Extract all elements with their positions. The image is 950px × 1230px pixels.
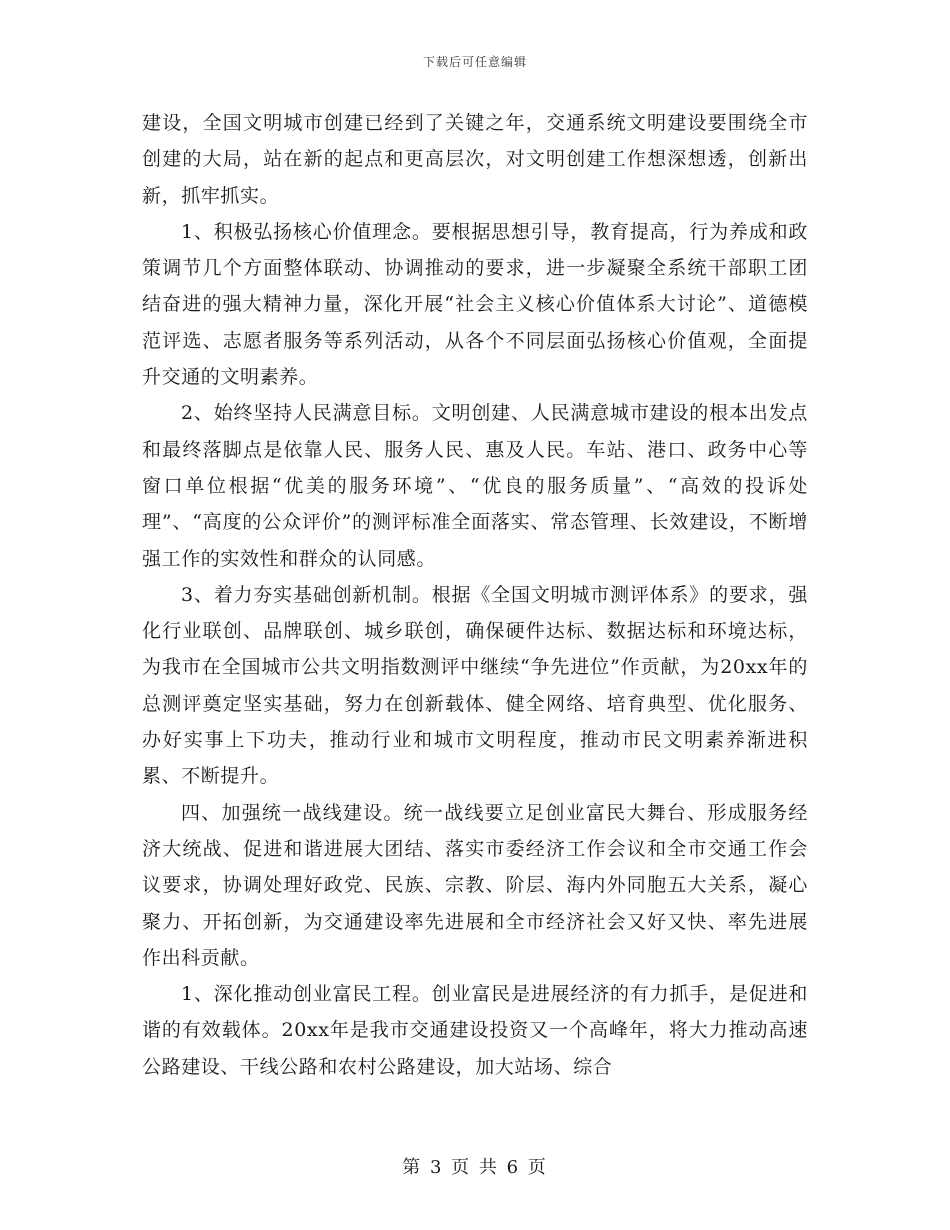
paragraph-united-front: 四、加强统一战线建设。统一战线要立足创业富民大舞台、形成服务经济大统战、促进和谐进展大团结、落实市委经济工作会议和全市交通工作会议要求，协调处理好政党、民族、宗教、阶层、海内外同胞五大关系，凝心聚力、开拓创新，为交通建设率先进展和全市经济社会又好又快、率先进展作出科贡献。 bbox=[142, 801, 808, 969]
paragraph-core-values: 1、积极弘扬核心价值理念。要根据思想引导，教育提高，行为养成和政策调节几个方面整体联动、协调推动的要求，进一步凝聚全系统干部职工团结奋进的强大精神力量，深化开展“社会主义核心价值体系大讨论”、道德模范评选、志愿者服务等系列活动，从各个不同层面弘扬核心价值观，全面提升交通的文明素养。 bbox=[142, 220, 808, 389]
document-body bbox=[142, 105, 808, 1085]
page-number-footer: 第 3 页 共 6 页 bbox=[402, 1157, 548, 1178]
paragraph-innovation-mechanism: 3、着力夯实基础创新机制。根据《全国文明城市测评体系》的要求，强化行业联创、品牌联创、城乡联创，确保硬件达标、数据达标和环境达标，为我市在全国城市公共文明指数测评中继续“争先进位”作贡献，为20xx年的总测评奠定坚实基础，努力在创新载体、健全网络、培育典型、优化服务、办好实事上下功夫，推动行业和城市文明程度，推动市民文明素养渐进积累、不断提升。 bbox=[142, 583, 808, 788]
page-header-note: 下载后可任意编辑 bbox=[422, 55, 527, 69]
paragraph-entrepreneurship: 1、深化推动创业富民工程。创业富民是进展经济的有力抓手，是促进和谐的有效载体。20xx年是我市交通建设投资又一个高峰年，将大力推动高速公路建设、干线公路和农村公路建设，加大站场、综合 bbox=[142, 983, 808, 1078]
paragraph-intro: 建设，全国文明城市创建已经到了关键之年，交通系统文明建设要围绕全市创建的大局，站在新的起点和更高层次，对文明创建工作想深想透，创新出新，抓牢抓实。 bbox=[142, 112, 808, 207]
paragraph-people-satisfaction: 2、始终坚持人民满意目标。文明创建、人民满意城市建设的根本出发点和最终落脚点是依靠人民、服务人民、惠及人民。车站、港口、政务中心等窗口单位根据“优美的服务环境”、“优良的服务质量”、“高效的投诉处理”、“高度的公众评价”的测评标准全面落实、常态管理、长效建设，不断增强工作的实效性和群众的认同感。 bbox=[142, 402, 808, 570]
